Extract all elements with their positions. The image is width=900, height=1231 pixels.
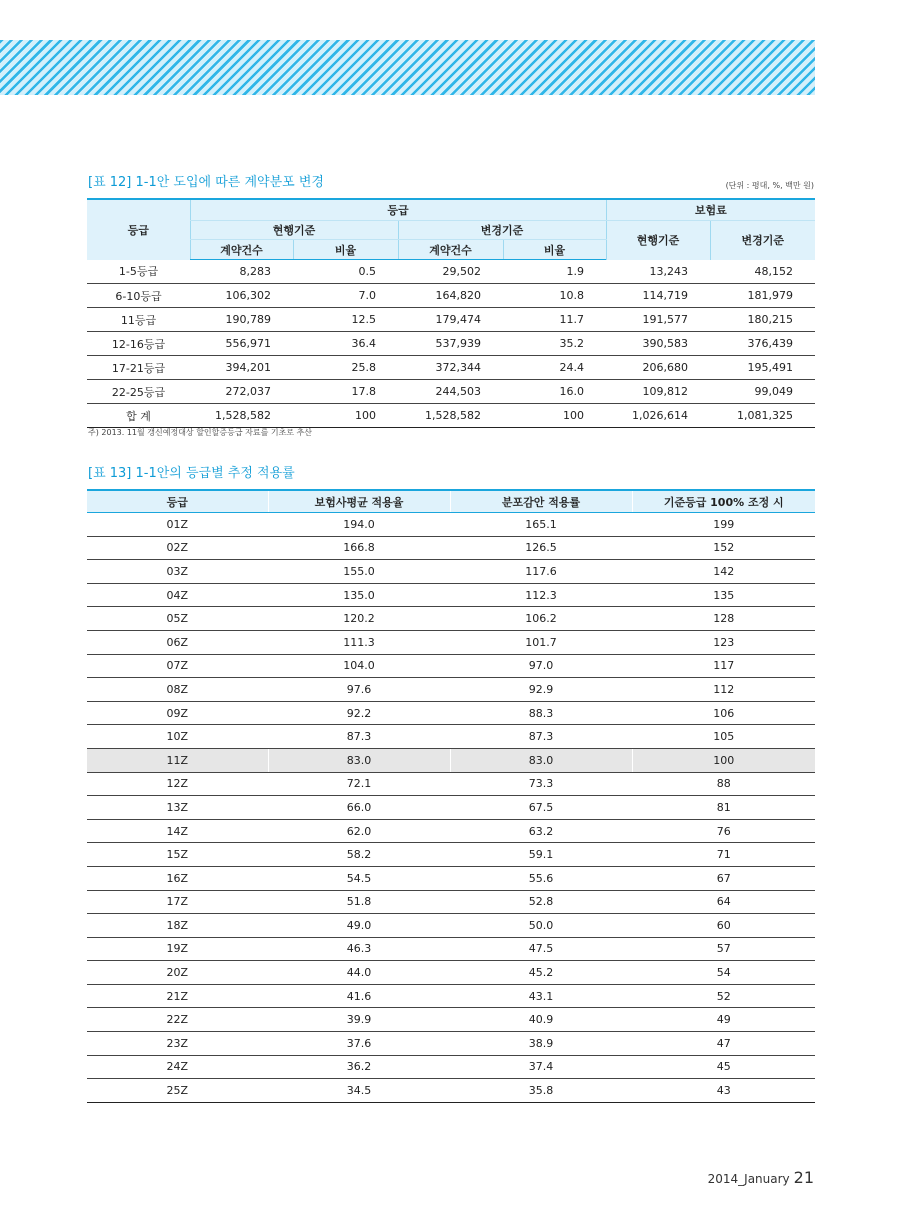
table-row — [87, 356, 815, 380]
table-row — [87, 380, 815, 404]
table-13-cell-grade: 01Z — [87, 513, 268, 537]
table-12-header-premium: 보험료 — [606, 199, 815, 221]
table-row — [87, 725, 815, 749]
table-13-cell-insurer-avg-rate: 111.3 — [268, 630, 450, 654]
table-13-cell-insurer-avg-rate: 62.0 — [268, 819, 450, 843]
table-13-cell-distribution-rate: 106.2 — [450, 607, 632, 631]
table-12-cell-changed-ratio: 100 — [503, 404, 606, 428]
table-13-cell-distribution-rate: 35.8 — [450, 1079, 632, 1103]
table-12-cell-changed-ratio: 10.8 — [503, 284, 606, 308]
table-row — [87, 513, 815, 537]
page-footer — [708, 1168, 814, 1187]
table-13-cell-insurer-avg-rate: 66.0 — [268, 796, 450, 820]
table-13-cell-distribution-rate: 126.5 — [450, 536, 632, 560]
table-row — [87, 536, 815, 560]
table-row — [87, 937, 815, 961]
table-13-cell-insurer-avg-rate: 36.2 — [268, 1055, 450, 1079]
table-13-cell-adjusted-rate: 60 — [632, 914, 815, 938]
table-13-cell-adjusted-rate: 100 — [632, 748, 815, 772]
table-12-cell-current-ratio: 0.5 — [293, 260, 398, 284]
table-13-cell-distribution-rate: 63.2 — [450, 819, 632, 843]
table-13-cell-distribution-rate: 47.5 — [450, 937, 632, 961]
table-13-cell-grade: 03Z — [87, 560, 268, 584]
table-13-cell-adjusted-rate: 142 — [632, 560, 815, 584]
table-13-cell-grade: 22Z — [87, 1008, 268, 1032]
table-12-header-premium-changed: 변경기준 — [710, 221, 815, 260]
table-13-cell-insurer-avg-rate: 166.8 — [268, 536, 450, 560]
table-12-cell-current-ratio: 7.0 — [293, 284, 398, 308]
table-12-cell-premium-current: 390,583 — [606, 332, 710, 356]
table-13-cell-grade: 11Z — [87, 748, 268, 772]
table-12-header-contracts-changed: 계약건수 — [398, 240, 503, 260]
table-row — [87, 284, 815, 308]
table-13-cell-insurer-avg-rate: 104.0 — [268, 654, 450, 678]
table-13-cell-grade: 20Z — [87, 961, 268, 985]
table-13-cell-distribution-rate: 52.8 — [450, 890, 632, 914]
table-12-cell-grade: 1-5등급 — [87, 260, 190, 284]
table-13-header-adjusted-rate: 기준등급 100% 조정 시 — [632, 490, 815, 513]
table-13-title: [표 13] 1-1안의 등급별 추정 적용률 — [88, 466, 295, 481]
table-13-cell-adjusted-rate: 128 — [632, 607, 815, 631]
table-12-header-grade-group: 등급 — [190, 199, 606, 221]
table-13-cell-adjusted-rate: 117 — [632, 654, 815, 678]
table-row — [87, 607, 815, 631]
table-13-cell-insurer-avg-rate: 41.6 — [268, 984, 450, 1008]
table-12-cell-premium-changed: 376,439 — [710, 332, 815, 356]
table-12 — [87, 198, 815, 428]
table-13-cell-insurer-avg-rate: 58.2 — [268, 843, 450, 867]
table-row — [87, 796, 815, 820]
table-row — [87, 1079, 815, 1103]
table-13-cell-adjusted-rate: 43 — [632, 1079, 815, 1103]
table-12-cell-changed-ratio: 11.7 — [503, 308, 606, 332]
table-13-header-insurer-avg-rate: 보험사평균 적용율 — [268, 490, 450, 513]
table-12-header-ratio-changed: 비율 — [503, 240, 606, 260]
table-12-cell-current-contracts: 106,302 — [190, 284, 293, 308]
table-13-cell-insurer-avg-rate: 72.1 — [268, 772, 450, 796]
table-13-cell-grade: 14Z — [87, 819, 268, 843]
table-13-cell-insurer-avg-rate: 34.5 — [268, 1079, 450, 1103]
table-13-cell-insurer-avg-rate: 54.5 — [268, 866, 450, 890]
table-12-cell-changed-contracts: 1,528,582 — [398, 404, 503, 428]
table-13-cell-insurer-avg-rate: 87.3 — [268, 725, 450, 749]
table-row — [87, 630, 815, 654]
table-12-cell-premium-changed: 180,215 — [710, 308, 815, 332]
table-12-cell-premium-current: 109,812 — [606, 380, 710, 404]
table-12-cell-premium-changed: 1,081,325 — [710, 404, 815, 428]
table-13-cell-distribution-rate: 40.9 — [450, 1008, 632, 1032]
table-row — [87, 866, 815, 890]
table-13-cell-adjusted-rate: 76 — [632, 819, 815, 843]
table-12-cell-premium-current: 191,577 — [606, 308, 710, 332]
table-row — [87, 583, 815, 607]
table-12-cell-premium-changed: 99,049 — [710, 380, 815, 404]
table-13-cell-adjusted-rate: 105 — [632, 725, 815, 749]
table-13-cell-grade: 19Z — [87, 937, 268, 961]
table-13-cell-adjusted-rate: 199 — [632, 513, 815, 537]
table-13-cell-adjusted-rate: 67 — [632, 866, 815, 890]
table-row — [87, 819, 815, 843]
table-row — [87, 678, 815, 702]
table-13-cell-adjusted-rate: 45 — [632, 1055, 815, 1079]
table-13-cell-grade: 25Z — [87, 1079, 268, 1103]
table-13-cell-grade: 10Z — [87, 725, 268, 749]
table-13-cell-insurer-avg-rate: 155.0 — [268, 560, 450, 584]
table-13-cell-insurer-avg-rate: 39.9 — [268, 1008, 450, 1032]
table-13-cell-grade: 24Z — [87, 1055, 268, 1079]
table-13-cell-distribution-rate: 67.5 — [450, 796, 632, 820]
table-12-cell-current-ratio: 100 — [293, 404, 398, 428]
table-12-cell-current-contracts: 8,283 — [190, 260, 293, 284]
table-13-cell-adjusted-rate: 106 — [632, 701, 815, 725]
table-12-cell-changed-contracts: 244,503 — [398, 380, 503, 404]
table-13-cell-adjusted-rate: 54 — [632, 961, 815, 985]
table-13-cell-distribution-rate: 88.3 — [450, 701, 632, 725]
table-12-cell-current-ratio: 36.4 — [293, 332, 398, 356]
page-number: 21 — [793, 1168, 814, 1187]
issue-label: 2014_January — [707, 1172, 790, 1186]
table-12-header-grade: 등급 — [87, 199, 190, 260]
table-13-cell-distribution-rate: 50.0 — [450, 914, 632, 938]
table-12-cell-grade: 17-21등급 — [87, 356, 190, 380]
table-row — [87, 772, 815, 796]
table-12-cell-premium-changed: 48,152 — [710, 260, 815, 284]
table-13-cell-insurer-avg-rate: 44.0 — [268, 961, 450, 985]
table-12-cell-current-contracts: 394,201 — [190, 356, 293, 380]
table-13-cell-adjusted-rate: 112 — [632, 678, 815, 702]
table-13-cell-adjusted-rate: 152 — [632, 536, 815, 560]
table-12-cell-premium-changed: 181,979 — [710, 284, 815, 308]
table-12-cell-grade: 합 계 — [87, 404, 190, 428]
table-row — [87, 843, 815, 867]
table-13 — [87, 489, 815, 1103]
table-12-cell-grade: 22-25등급 — [87, 380, 190, 404]
table-12-cell-changed-contracts: 164,820 — [398, 284, 503, 308]
table-12-footnote: 주) 2013. 11월 갱신예정대상 할인할증등급 자료를 기초로 추산 — [88, 428, 313, 437]
table-13-header-distribution-rate: 분포감안 적용률 — [450, 490, 632, 513]
table-13-cell-insurer-avg-rate: 97.6 — [268, 678, 450, 702]
table-13-cell-distribution-rate: 165.1 — [450, 513, 632, 537]
table-12-header-changed-basis: 변경기준 — [398, 221, 606, 240]
table-12-cell-changed-contracts: 537,939 — [398, 332, 503, 356]
table-13-cell-grade: 18Z — [87, 914, 268, 938]
table-row — [87, 404, 815, 428]
table-13-cell-adjusted-rate: 135 — [632, 583, 815, 607]
table-13-cell-insurer-avg-rate: 37.6 — [268, 1032, 450, 1056]
table-12-title: [표 12] 1-1안 도입에 따른 계약분포 변경 — [88, 175, 324, 190]
table-13-header-grade: 등급 — [87, 490, 268, 513]
table-row — [87, 1008, 815, 1032]
table-12-header-current-basis: 현행기준 — [190, 221, 398, 240]
table-12-cell-current-ratio: 17.8 — [293, 380, 398, 404]
table-12-cell-grade: 12-16등급 — [87, 332, 190, 356]
table-13-cell-distribution-rate: 83.0 — [450, 748, 632, 772]
table-13-cell-grade: 07Z — [87, 654, 268, 678]
table-13-cell-grade: 13Z — [87, 796, 268, 820]
table-13-cell-distribution-rate: 117.6 — [450, 560, 632, 584]
table-12-cell-current-ratio: 12.5 — [293, 308, 398, 332]
table-row — [87, 961, 815, 985]
table-13-cell-distribution-rate: 87.3 — [450, 725, 632, 749]
table-13-cell-grade: 02Z — [87, 536, 268, 560]
table-12-cell-grade: 11등급 — [87, 308, 190, 332]
table-13-cell-insurer-avg-rate: 135.0 — [268, 583, 450, 607]
table-13-cell-grade: 08Z — [87, 678, 268, 702]
table-row — [87, 260, 815, 284]
table-13-cell-grade: 09Z — [87, 701, 268, 725]
table-12-cell-changed-ratio: 35.2 — [503, 332, 606, 356]
table-12-cell-current-contracts: 190,789 — [190, 308, 293, 332]
table-13-cell-adjusted-rate: 88 — [632, 772, 815, 796]
table-13-cell-insurer-avg-rate: 83.0 — [268, 748, 450, 772]
table-12-cell-premium-changed: 195,491 — [710, 356, 815, 380]
table-13-cell-adjusted-rate: 81 — [632, 796, 815, 820]
table-12-header-contracts-current: 계약건수 — [190, 240, 293, 260]
table-13-cell-grade: 23Z — [87, 1032, 268, 1056]
table-13-cell-insurer-avg-rate: 49.0 — [268, 914, 450, 938]
table-12-cell-changed-contracts: 29,502 — [398, 260, 503, 284]
table-row — [87, 654, 815, 678]
table-13-cell-insurer-avg-rate: 120.2 — [268, 607, 450, 631]
table-12-cell-premium-current: 206,680 — [606, 356, 710, 380]
table-13-cell-adjusted-rate: 49 — [632, 1008, 815, 1032]
table-row — [87, 890, 815, 914]
table-13-cell-insurer-avg-rate: 46.3 — [268, 937, 450, 961]
table-13-cell-adjusted-rate: 64 — [632, 890, 815, 914]
table-12-cell-grade: 6-10등급 — [87, 284, 190, 308]
table-13-cell-insurer-avg-rate: 51.8 — [268, 890, 450, 914]
table-row — [87, 332, 815, 356]
table-13-cell-adjusted-rate: 57 — [632, 937, 815, 961]
table-12-cell-changed-ratio: 16.0 — [503, 380, 606, 404]
table-row — [87, 1032, 815, 1056]
table-12-cell-current-contracts: 556,971 — [190, 332, 293, 356]
table-row — [87, 308, 815, 332]
table-13-cell-insurer-avg-rate: 194.0 — [268, 513, 450, 537]
table-13-cell-grade: 17Z — [87, 890, 268, 914]
table-row — [87, 914, 815, 938]
table-13-cell-adjusted-rate: 52 — [632, 984, 815, 1008]
table-13-cell-adjusted-rate: 47 — [632, 1032, 815, 1056]
table-row — [87, 1055, 815, 1079]
decorative-striped-band — [0, 40, 815, 95]
table-13-cell-distribution-rate: 59.1 — [450, 843, 632, 867]
table-13-cell-grade: 15Z — [87, 843, 268, 867]
table-13-cell-distribution-rate: 73.3 — [450, 772, 632, 796]
table-13-cell-distribution-rate: 97.0 — [450, 654, 632, 678]
table-12-cell-premium-current: 1,026,614 — [606, 404, 710, 428]
table-12-cell-premium-current: 114,719 — [606, 284, 710, 308]
table-12-cell-changed-ratio: 1.9 — [503, 260, 606, 284]
table-13-cell-grade: 05Z — [87, 607, 268, 631]
table-row — [87, 984, 815, 1008]
table-12-cell-changed-contracts: 372,344 — [398, 356, 503, 380]
table-12-header-ratio-current: 비율 — [293, 240, 398, 260]
table-13-cell-distribution-rate: 37.4 — [450, 1055, 632, 1079]
table-row — [87, 560, 815, 584]
table-13-cell-adjusted-rate: 71 — [632, 843, 815, 867]
table-row — [87, 748, 815, 772]
table-13-cell-distribution-rate: 45.2 — [450, 961, 632, 985]
table-13-cell-distribution-rate: 92.9 — [450, 678, 632, 702]
table-13-cell-distribution-rate: 38.9 — [450, 1032, 632, 1056]
table-12-cell-current-contracts: 272,037 — [190, 380, 293, 404]
table-13-cell-distribution-rate: 55.6 — [450, 866, 632, 890]
table-12-header-premium-current: 현행기준 — [606, 221, 710, 260]
table-12-cell-changed-ratio: 24.4 — [503, 356, 606, 380]
table-13-cell-distribution-rate: 43.1 — [450, 984, 632, 1008]
table-12-cell-changed-contracts: 179,474 — [398, 308, 503, 332]
table-13-cell-grade: 21Z — [87, 984, 268, 1008]
table-13-cell-grade: 16Z — [87, 866, 268, 890]
table-13-cell-distribution-rate: 101.7 — [450, 630, 632, 654]
table-12-cell-premium-current: 13,243 — [606, 260, 710, 284]
table-12-cell-current-ratio: 25.8 — [293, 356, 398, 380]
table-12-unit-note: (단위 : 평대, %, 백만 원) — [725, 181, 814, 190]
table-13-cell-grade: 04Z — [87, 583, 268, 607]
table-12-cell-current-contracts: 1,528,582 — [190, 404, 293, 428]
table-13-cell-grade: 06Z — [87, 630, 268, 654]
table-row — [87, 701, 815, 725]
table-13-cell-distribution-rate: 112.3 — [450, 583, 632, 607]
table-13-cell-grade: 12Z — [87, 772, 268, 796]
table-13-cell-insurer-avg-rate: 92.2 — [268, 701, 450, 725]
table-13-cell-adjusted-rate: 123 — [632, 630, 815, 654]
